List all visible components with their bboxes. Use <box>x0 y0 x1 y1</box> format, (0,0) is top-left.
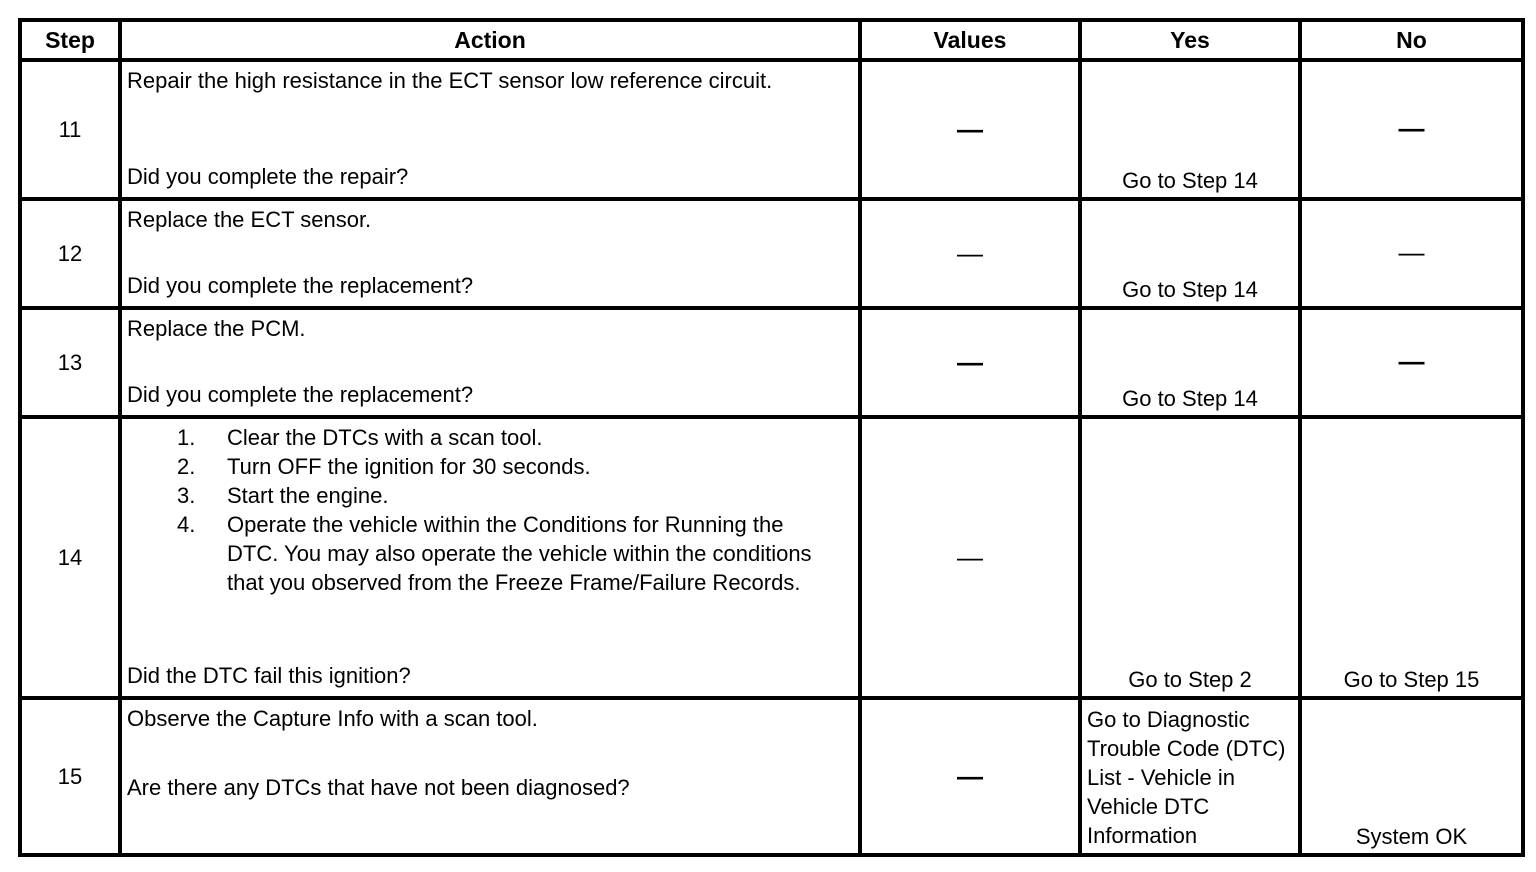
no-cell <box>1300 60 1523 199</box>
header-step: Step <box>20 20 120 60</box>
yes-cell: Go to Diagnostic Trouble Code (DTC) List - Vehicle in Vehicle DTC Information <box>1080 698 1300 855</box>
header-row <box>20 20 1523 60</box>
no-dash: — <box>1398 345 1425 376</box>
table-row <box>20 60 1523 199</box>
no-cell: Go to Step 15 <box>1300 417 1523 698</box>
step-number: 13 <box>20 308 120 417</box>
action-question: Did you complete the replacement? <box>127 382 474 407</box>
yes-cell: Go to Step 14 <box>1080 60 1300 199</box>
step-number: 11 <box>20 60 120 199</box>
action-cell <box>120 417 860 698</box>
values-dash: — <box>957 238 983 268</box>
list-number: 4. <box>177 512 196 537</box>
list-text: Operate the vehicle within the Conditions for Running the DTC. You may also operate the vehicle within the conditions that you observed from the Freeze Frame/Failure Records. <box>227 512 812 595</box>
yes-cell: Go to Step 2 <box>1080 417 1300 698</box>
header-yes: Yes <box>1080 20 1300 60</box>
action-question: Did the DTC fail this ignition? <box>127 663 411 688</box>
values-dash: — <box>957 542 983 572</box>
list-item <box>177 452 852 481</box>
action-steps-list <box>127 423 852 597</box>
values-cell <box>860 698 1080 855</box>
no-cell: System OK <box>1300 698 1523 855</box>
list-number: 1. <box>177 425 196 450</box>
table-row <box>20 698 1523 855</box>
no-dash: — <box>1398 236 1425 267</box>
action-cell <box>120 199 860 308</box>
header-no: No <box>1300 20 1523 60</box>
action-text: Observe the Capture Info with a scan tool. <box>127 706 538 731</box>
step-number: 14 <box>20 417 120 698</box>
list-number: 3. <box>177 483 196 508</box>
list-text: Turn OFF the ignition for 30 seconds. <box>227 454 591 479</box>
yes-cell: Go to Step 14 <box>1080 308 1300 417</box>
values-dash: — <box>957 761 983 791</box>
step-number: 15 <box>20 698 120 855</box>
yes-cell: Go to Step 14 <box>1080 199 1300 308</box>
list-item <box>177 481 852 510</box>
action-cell <box>120 60 860 199</box>
table-row <box>20 199 1523 308</box>
list-text: Clear the DTCs with a scan tool. <box>227 425 543 450</box>
diagnostic-table <box>18 18 1525 857</box>
table-row <box>20 308 1523 417</box>
header-values: Values <box>860 20 1080 60</box>
header-action: Action <box>120 20 860 60</box>
action-question: Are there any DTCs that have not been diagnosed? <box>127 775 630 800</box>
action-text: Replace the PCM. <box>127 316 306 341</box>
step-number: 12 <box>20 199 120 308</box>
action-cell <box>120 308 860 417</box>
action-question: Did you complete the replacement? <box>127 273 474 298</box>
values-cell <box>860 60 1080 199</box>
no-cell <box>1300 199 1523 308</box>
no-dash: — <box>1398 112 1425 143</box>
list-item <box>177 423 852 452</box>
list-text: Start the engine. <box>227 483 389 508</box>
table-row <box>20 417 1523 698</box>
values-dash: — <box>957 347 983 377</box>
list-number: 2. <box>177 454 196 479</box>
action-cell <box>120 698 860 855</box>
values-dash: — <box>957 114 983 144</box>
action-text: Replace the ECT sensor. <box>127 207 372 232</box>
action-text: Repair the high resistance in the ECT sensor low reference circuit. <box>127 68 773 93</box>
values-cell <box>860 417 1080 698</box>
no-cell <box>1300 308 1523 417</box>
action-question: Did you complete the repair? <box>127 164 409 189</box>
values-cell <box>860 199 1080 308</box>
values-cell <box>860 308 1080 417</box>
list-item <box>177 510 827 597</box>
